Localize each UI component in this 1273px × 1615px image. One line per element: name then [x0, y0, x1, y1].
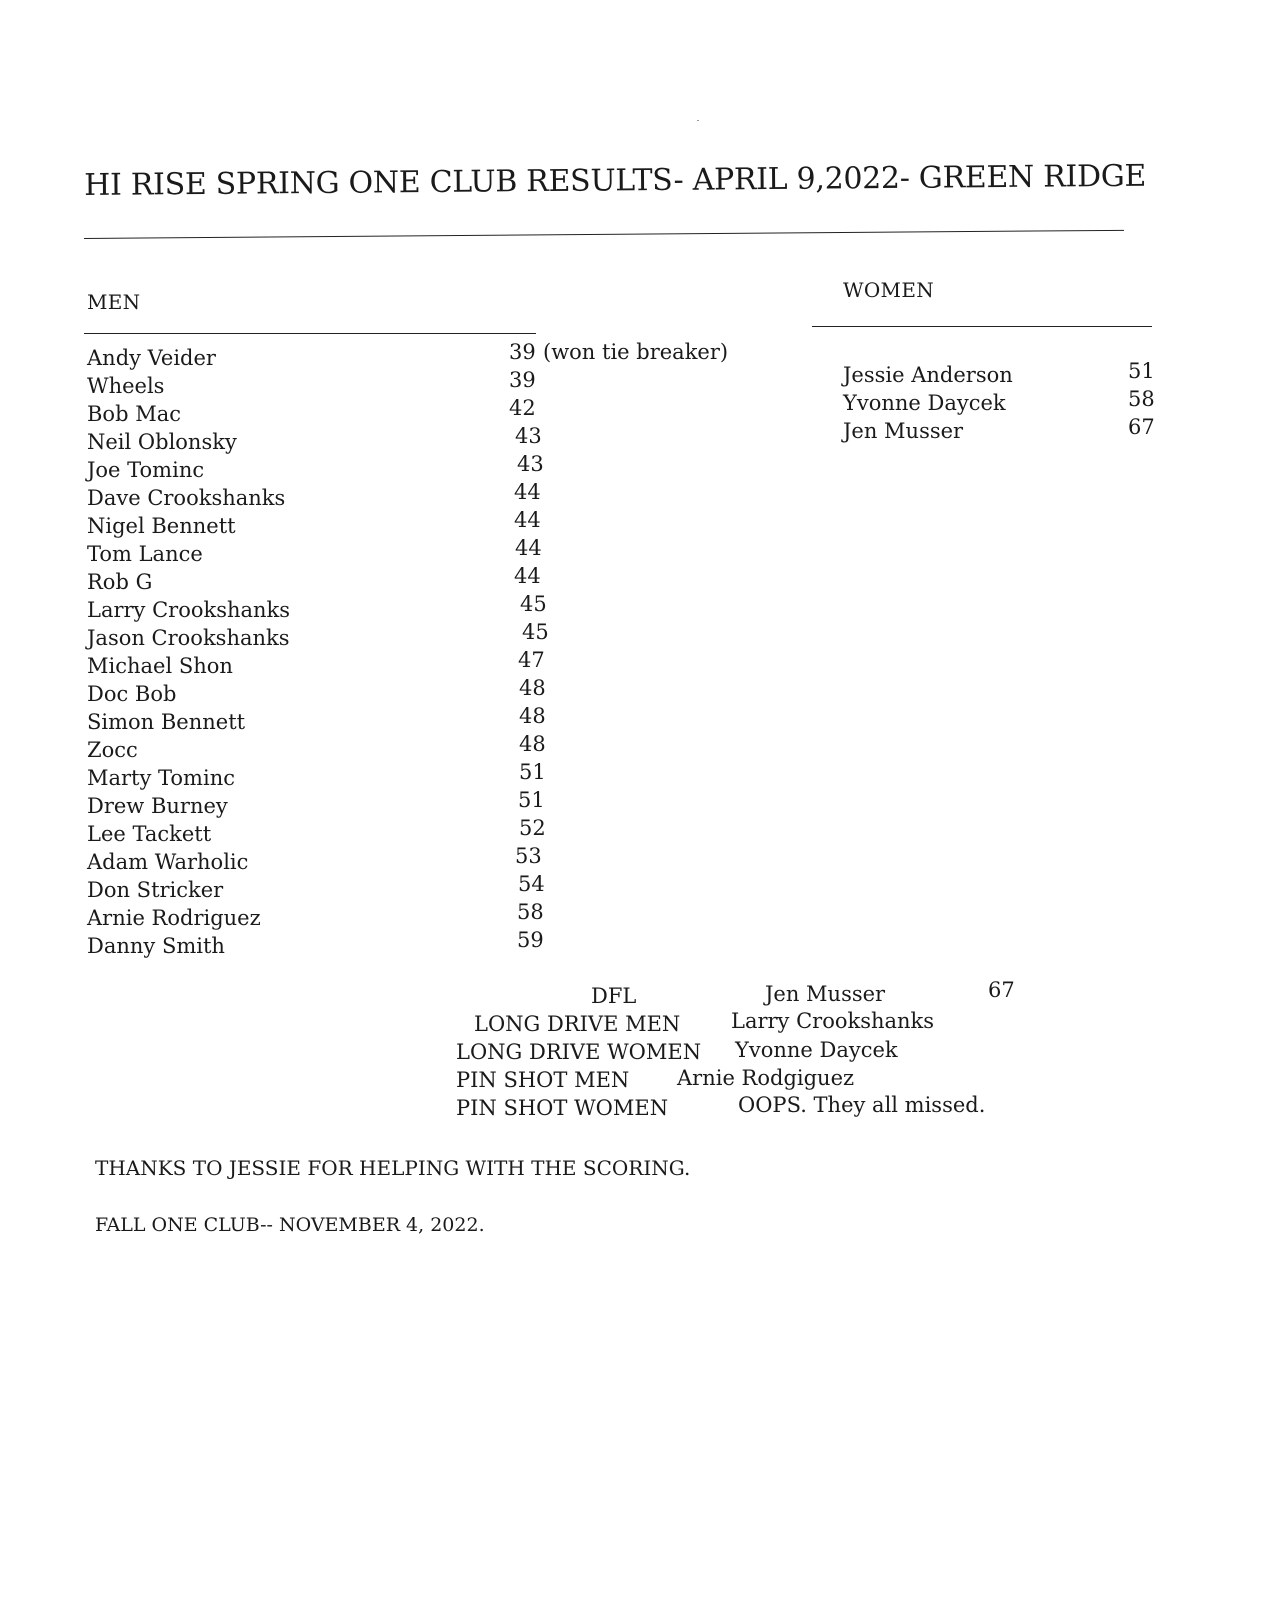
list-item	[87, 816, 727, 848]
player-score: 52	[519, 816, 546, 840]
list-item	[87, 564, 727, 596]
player-name: Arnie Rodriguez	[87, 906, 261, 930]
list-item	[843, 389, 1163, 417]
list-item	[843, 361, 1163, 389]
award-long-drive-women-label: LONG DRIVE WOMEN	[456, 1040, 702, 1064]
list-item	[87, 368, 727, 400]
player-name: Neil Oblonsky	[87, 430, 237, 454]
player-score: 43	[517, 452, 544, 476]
player-score: 51	[518, 788, 545, 812]
award-dfl-score: 67	[988, 978, 1015, 1002]
list-item	[87, 844, 727, 876]
player-score: 67	[1128, 415, 1155, 439]
title-divider	[84, 230, 1124, 239]
list-item	[87, 396, 727, 428]
list-item	[87, 648, 727, 680]
list-item	[87, 536, 727, 568]
player-name: Michael Shon	[87, 654, 233, 678]
award-long-drive-women-winner: Yvonne Daycek	[735, 1038, 898, 1062]
women-divider	[812, 326, 1152, 327]
list-item	[87, 508, 727, 540]
player-note: (won tie breaker)	[543, 340, 729, 364]
player-score: 45	[520, 592, 547, 616]
player-score: 42	[509, 396, 536, 420]
player-name: Zocc	[87, 738, 138, 762]
player-score: 51	[519, 760, 546, 784]
list-item	[87, 452, 727, 484]
player-score: 48	[519, 732, 546, 756]
player-score: 59	[517, 928, 544, 952]
list-item	[87, 424, 727, 456]
award-dfl-winner: Jen Musser	[765, 982, 886, 1006]
player-score: 53	[515, 844, 542, 868]
award-pin-shot-men-winner: Arnie Rodgiguez	[677, 1066, 855, 1090]
list-item	[87, 928, 727, 960]
player-name: Tom Lance	[87, 542, 203, 566]
player-score: 48	[519, 676, 546, 700]
list-item	[87, 704, 727, 736]
player-score: 43	[515, 424, 542, 448]
player-name: Nigel Bennett	[87, 514, 236, 538]
list-item	[87, 732, 727, 764]
player-name: Marty Tominc	[87, 766, 235, 790]
player-name: Jason Crookshanks	[87, 626, 290, 650]
player-score: 51	[1128, 359, 1155, 383]
award-long-drive-men-label: LONG DRIVE MEN	[474, 1012, 681, 1036]
player-score: 58	[1128, 387, 1155, 411]
women-heading: WOMEN	[843, 278, 935, 302]
men-heading: MEN	[87, 290, 141, 314]
player-name: Jen Musser	[843, 419, 964, 443]
list-item	[87, 340, 729, 372]
player-score: 47	[518, 648, 545, 672]
thanks-note: THANKS TO JESSIE FOR HELPING WITH THE SCORING.	[95, 1156, 691, 1180]
player-name: Simon Bennett	[87, 710, 246, 734]
award-long-drive-men-winner: Larry Crookshanks	[731, 1009, 935, 1033]
list-item	[87, 872, 727, 904]
player-name: Danny Smith	[87, 934, 225, 958]
player-name: Bob Mac	[87, 402, 181, 426]
player-name: Don Stricker	[87, 878, 224, 902]
list-item	[87, 620, 727, 652]
player-name: Adam Warholic	[87, 850, 249, 874]
list-item	[87, 760, 727, 792]
player-name: Joe Tominc	[87, 458, 205, 482]
player-name: Yvonne Daycek	[843, 391, 1006, 415]
next-event-note: FALL ONE CLUB-- NOVEMBER 4, 2022.	[95, 1214, 485, 1236]
scan-speck	[697, 120, 699, 121]
award-pin-shot-men-label: PIN SHOT MEN	[456, 1068, 630, 1092]
list-item	[843, 417, 1163, 445]
player-name: Andy Veider	[87, 346, 216, 370]
list-item	[87, 788, 727, 820]
player-name: Dave Crookshanks	[87, 486, 286, 510]
men-results-list	[87, 340, 729, 960]
player-score: 45	[522, 620, 549, 644]
award-dfl-label: DFL	[591, 984, 637, 1008]
player-score: 48	[519, 704, 546, 728]
list-item	[87, 480, 727, 512]
player-name: Doc Bob	[87, 682, 177, 706]
award-pin-shot-women-winner: OOPS. They all missed.	[738, 1093, 986, 1117]
player-score: 54	[518, 872, 545, 896]
player-name: Larry Crookshanks	[87, 598, 291, 622]
award-pin-shot-women-label: PIN SHOT WOMEN	[456, 1096, 669, 1120]
player-score: 44	[515, 536, 542, 560]
player-score: 39	[509, 340, 536, 364]
women-results-list	[843, 361, 1163, 445]
list-item	[87, 900, 727, 932]
player-name: Rob G	[87, 570, 153, 594]
player-name: Wheels	[87, 374, 165, 398]
player-name: Lee Tackett	[87, 822, 212, 846]
player-score: 44	[514, 564, 541, 588]
player-score: 44	[514, 480, 541, 504]
player-name: Jessie Anderson	[843, 363, 1013, 387]
player-score: 39	[509, 368, 536, 392]
list-item	[87, 676, 727, 708]
men-divider	[84, 333, 536, 334]
player-score: 58	[517, 900, 544, 924]
list-item	[87, 592, 727, 624]
page-title: HI RISE SPRING ONE CLUB RESULTS- APRIL 9,2022- GREEN RIDGE	[84, 158, 1147, 203]
player-score: 44	[514, 508, 541, 532]
player-name: Drew Burney	[87, 794, 228, 818]
